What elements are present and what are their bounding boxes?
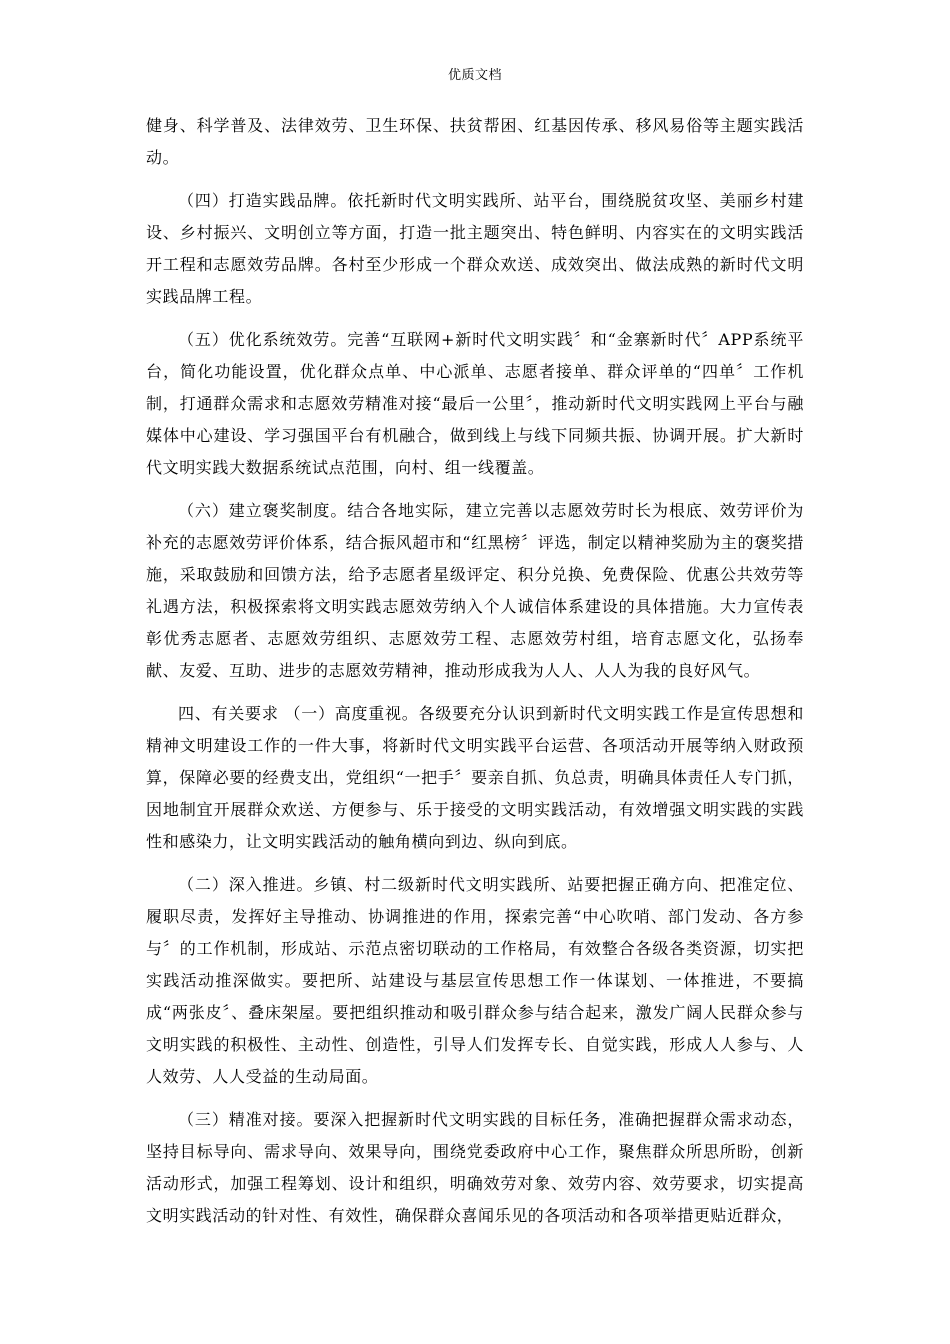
page-header: 优质文档 <box>447 68 502 83</box>
document-body <box>146 110 804 1243</box>
paragraph-deep-advance: （二）深入推进。乡镇、村二级新时代文明实践所、站要把握正确方向、把准定位、履职尽责，发挥好主导推动、协调推进的作用，探索完善“中心吹哨、部门发动、各方参与〞的工作机制，形成站、示范点密切联动的工作格局，有效整合各级各类资源，切实把实践活动推深做实。要把所、站建设与基层宣传思想工作一体谋划、一体推进，不要搞成“两张皮〞、叠床架屋。要把组织推动和吸引群众参与结合起来，激发广阔人民群众参与文明实践的积极性、主动性、创造性，引导人们发挥专长、自觉实践，形成人人参与、人人效劳、人人受益的生动局面。 <box>146 875 804 1086</box>
paragraph-requirements: 四、有关要求 （一）高度重视。各级要充分认识到新时代文明实践工作是宣传思想和精神文明建设工作的一件大事，将新时代文明实践平台运营、各项活动开展等纳入财政预算，保障必要的经费支出，党组织“一把手〞要亲自抓、负总责，明确具体责任人专门抓，因地制宜开展群众欢送、方便参与、乐于接受的文明实践活动，有效增强文明实践的实践性和感染力，让文明实践活动的触角横向到边、纵向到底。 <box>146 704 804 851</box>
paragraph-practice-brand: （四）打造实践品牌。依托新时代文明实践所、站平台，围绕脱贫攻坚、美丽乡村建设、乡村振兴、文明创立等方面，打造一批主题突出、特色鲜明、内容实在的文明实践活开工程和志愿效劳品牌。各村至少形成一个群众欢送、成效突出、做法成熟的新时代文明实践品牌工程。 <box>146 191 804 306</box>
paragraph-reward-system: （六）建立褒奖制度。结合各地实际，建立完善以志愿效劳时长为根底、效劳评价为补充的志愿效劳评价体系，结合振风超市和“红黑榜〞评选，制定以精神奖励为主的褒奖措施，采取鼓励和回馈方法，给予志愿者星级评定、积分兑换、免费保险、优惠公共效劳等礼遇方法，积极探索将文明实践志愿效劳纳入个人诚信体系建设的具体措施。大力宣传表彰优秀志愿者、志愿效劳组织、志愿效劳工程、志愿效劳村组，培育志愿文化，弘扬奉献、友爱、互助、进步的志愿效劳精神，推动形成我为人人、人人为我的良好风气。 <box>146 501 804 680</box>
paragraph-precise-docking: （三）精准对接。要深入把握新时代文明实践的目标任务，准确把握群众需求动态，坚持目标导向、需求导向、效果导向，围绕党委政府中心工作，聚焦群众所思所盼，创新活动形式，加强工程筹划、设计和组织，明确效劳对象、效劳内容、效劳要求，切实提高文明实践活动的针对性、有效性，确保群众喜闻乐见的各项活动和各项举措更贴近群众， <box>146 1110 804 1225</box>
paragraph-optimize-system: （五）优化系统效劳。完善“互联网+新时代文明实践〞和“金寨新时代〞APP系统平台，简化功能设置，优化群众点单、中心派单、志愿者接单、群众评单的“四单〞工作机制，打通群众需求和志愿效劳精准对接“最后一公里〞，推动新时代文明实践网上平台与融媒体中心建设、学习强国平台有机融合，做到线上与线下同频共振、协调开展。扩大新时代文明实践大数据系统试点范围，向村、组一线覆盖。 <box>146 330 804 477</box>
paragraph-continuation: 健身、科学普及、法律效劳、卫生环保、扶贫帮困、红基因传承、移风易俗等主题实践活动。 <box>146 116 804 167</box>
